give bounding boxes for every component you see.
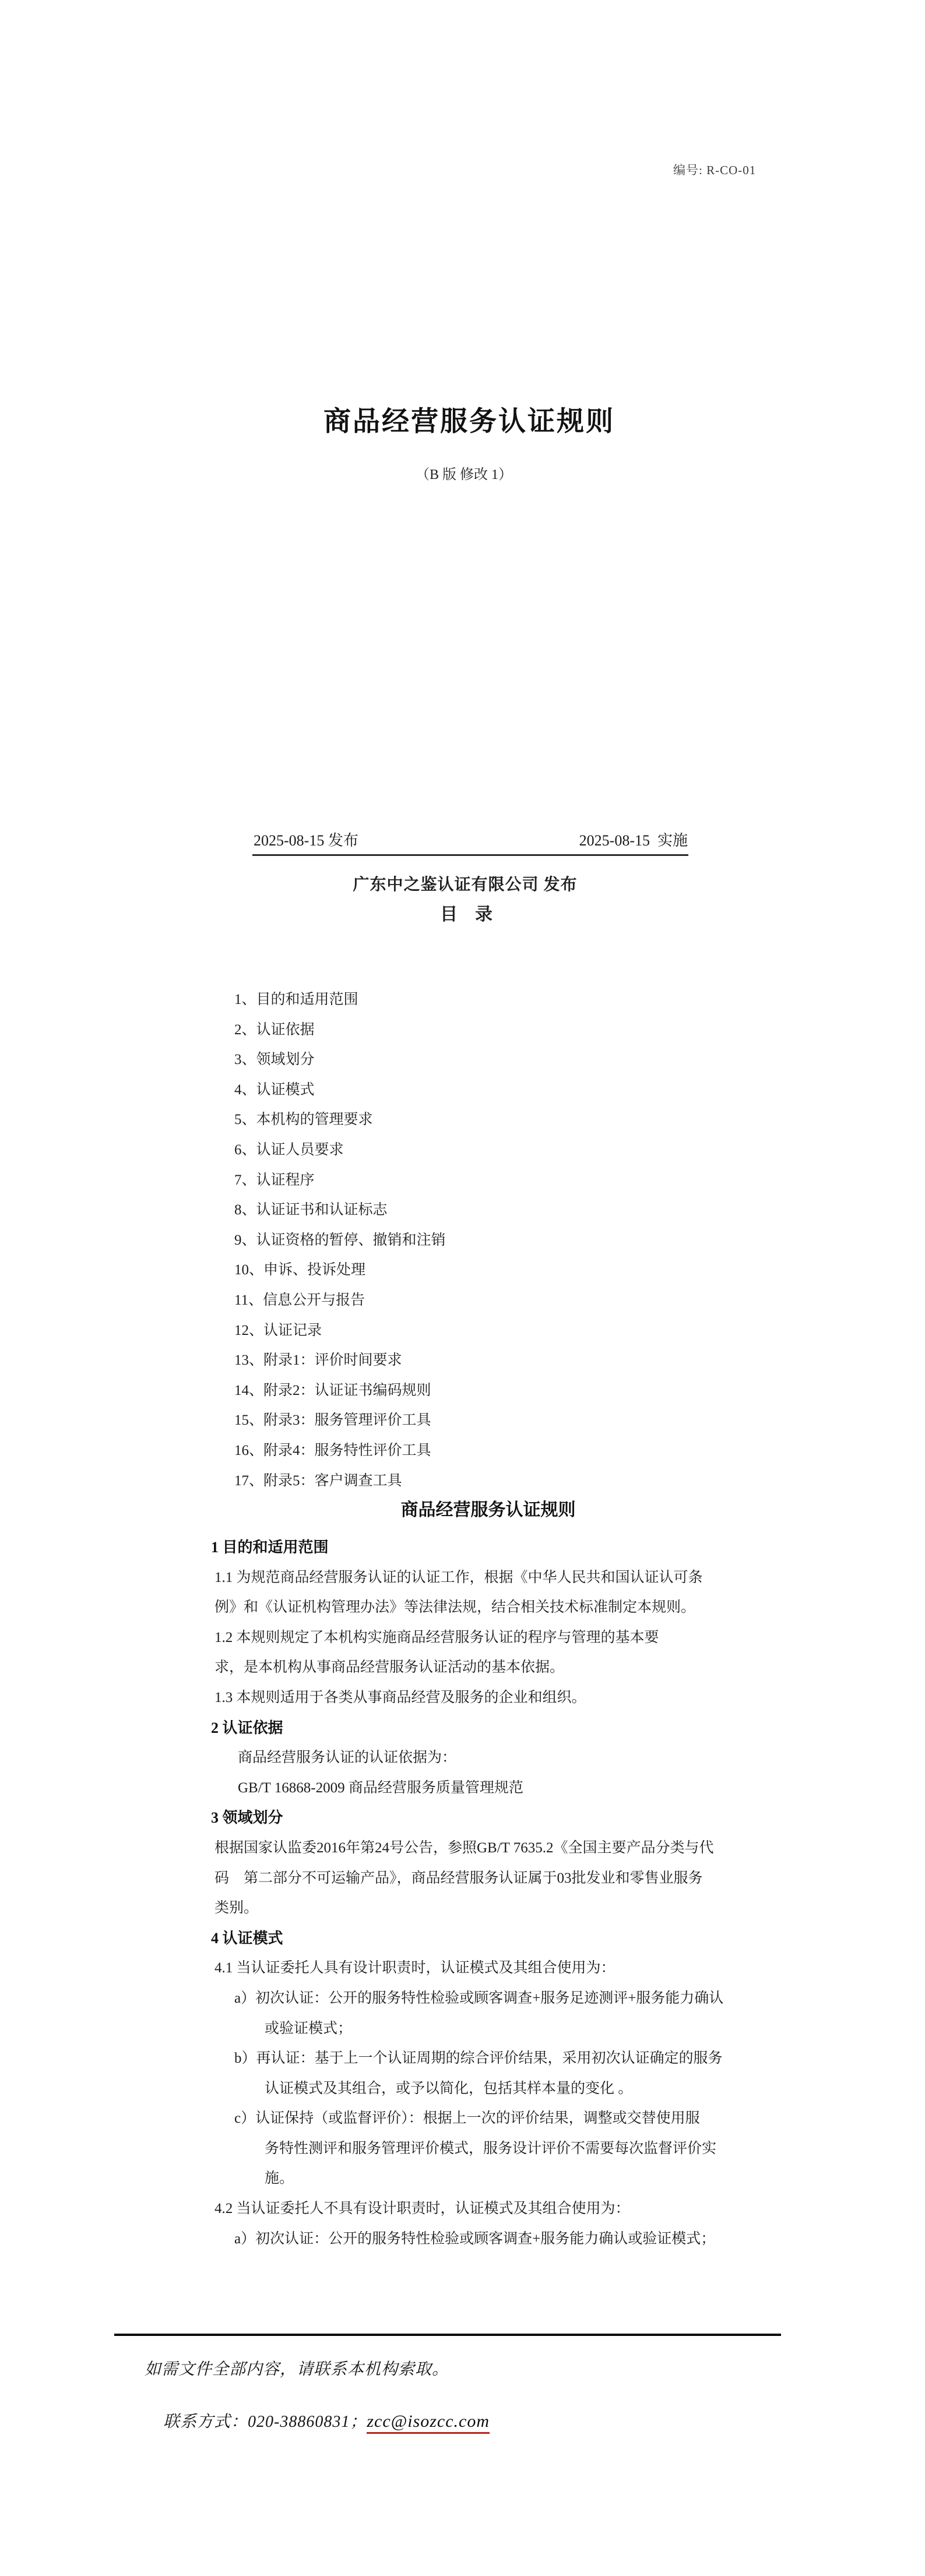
content-line: a）初次认证：公开的服务特性检验或顾客调查+服务足迹测评+服务能力确认 (234, 1990, 724, 2006)
toc-item: 12、认证记录 (234, 1322, 322, 1338)
content-line: 1.1 为规范商品经营服务认证的认证工作，根据《中华人民共和国认证认可条 (214, 1569, 703, 1585)
content-line: 求，是本机构从事商品经营服务认证活动的基本依据。 (214, 1659, 565, 1676)
toc-item: 1、目的和适用范围 (234, 992, 358, 1007)
body-content (211, 1532, 771, 2254)
contact-line (145, 2390, 490, 2451)
toc-item: 16、附录4：服务特性评价工具 (234, 1442, 431, 1458)
toc-item: 14、附录2：认证证书编码规则 (234, 1382, 431, 1398)
toc-item: 4、认证模式 (234, 1081, 315, 1098)
content-line: a）初次认证：公开的服务特性检验或顾客调查+服务能力确认或验证模式； (234, 2230, 716, 2247)
toc-item: 5、本机构的管理要求 (234, 1112, 373, 1128)
content-line: 码 第二部分不可运输产品》，商品经营服务认证属于03批发业和零售业服务 (214, 1870, 703, 1886)
toc-title: 目 录 (440, 905, 493, 924)
toc-item: 13、附录1：评价时间要求 (234, 1352, 402, 1369)
content-line: 类别。 (214, 1900, 259, 1916)
toc-list (234, 985, 759, 1496)
content-line: 认证模式及其组合，或予以简化，包括其样本量的变化 。 (265, 2080, 633, 2096)
toc-item: 11、信息公开与报告 (234, 1292, 365, 1308)
implement-date: 2025-08-15 实施 (579, 832, 688, 849)
content-line: 务特性测评和服务管理评价模式，服务设计评价不需要每次监督评价实 (265, 2140, 717, 2156)
date-divider (252, 854, 688, 856)
content-line: b）再认证：基于上一个认证周期的综合评价结果，采用初次认证确定的服务 (234, 2050, 723, 2067)
toc-item: 6、认证人员要求 (234, 1141, 344, 1158)
body-section-title: 商品经营服务认证规则 (400, 1500, 576, 1520)
toc-item: 3、领域划分 (234, 1052, 315, 1068)
content-line: 4 认证模式 (211, 1929, 283, 1947)
date-row (254, 829, 688, 850)
content-line: 1.2 本规则规定了本机构实施商品经营服务认证的程序与管理的基本要 (214, 1629, 659, 1645)
toc-item: 7、认证程序 (234, 1172, 315, 1188)
content-line: 2 认证依据 (211, 1719, 283, 1736)
content-line: 例》和《认证机构管理办法》等法律法规，结合相关技术标准制定本规则。 (214, 1599, 696, 1616)
toc-item: 2、认证依据 (234, 1021, 315, 1038)
toc-item: 8、认证证书和认证标志 (234, 1202, 388, 1218)
content-line: 4.1 当认证委托人具有设计职责时，认证模式及其组合使用为： (214, 1960, 616, 1976)
toc-item: 10、申诉、投诉处理 (234, 1262, 366, 1278)
content-line: GB/T 16868-2009 商品经营服务质量管理规范 (238, 1779, 523, 1796)
toc-item: 9、认证资格的暂停、撤销和注销 (234, 1232, 446, 1248)
toc-item: 17、附录5：客户调查工具 (234, 1472, 402, 1489)
content-line: 1.3 本规则适用于各类从事商品经营及服务的企业和组织。 (214, 1689, 586, 1705)
doc-number: 编号: R-CO-01 (673, 163, 757, 177)
release-date: 2025-08-15 发布 (254, 832, 358, 849)
content-line: c）认证保持（或监督评价）：根据上一次的评价结果，调整或交替使用服 (234, 2110, 700, 2127)
content-line: 或验证模式； (265, 2020, 353, 2036)
content-line: 1 目的和适用范围 (211, 1539, 329, 1556)
content-line: 根据国家认监委2016年第24号公告，参照GB/T 7635.2《全国主要产品分类与代 (214, 1840, 714, 1856)
cover-subtitle: （B 版 修改 1） (415, 467, 512, 482)
footer-note: 如需文件全部内容，请联系本机构索取。 (145, 2360, 449, 2378)
email-link[interactable]: zcc@isozcc.com (367, 2412, 490, 2434)
cover-title: 商品经营服务认证规则 (323, 407, 615, 437)
publisher-line: 广东中之鉴认证有限公司 发布 (353, 876, 578, 894)
content-line: 施。 (265, 2170, 294, 2187)
content-line: 商品经营服务认证的认证依据为： (238, 1750, 457, 1766)
content-line: 3 领域划分 (211, 1809, 283, 1827)
footer-divider (114, 2334, 781, 2336)
contact-prefix: 联系方式：020-38860831； (163, 2413, 367, 2431)
toc-item: 15、附录3：服务管理评价工具 (234, 1412, 431, 1429)
content-line: 4.2 当认证委托人不具有设计职责时，认证模式及其组合使用为： (214, 2201, 630, 2217)
